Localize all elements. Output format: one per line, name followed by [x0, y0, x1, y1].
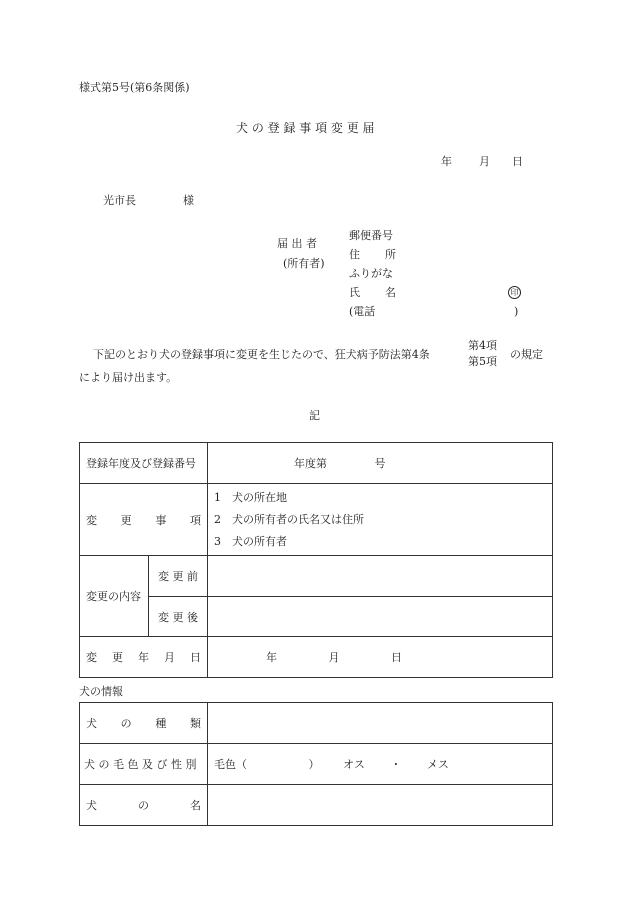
change-option-location[interactable]: 1 犬の所在地: [214, 490, 287, 504]
name-label: 氏: [349, 286, 360, 299]
reg-number-text: 号: [374, 457, 386, 470]
label-char: 名: [190, 799, 201, 812]
applicant-role: 届 出 者: [277, 237, 317, 250]
sex-option-female[interactable]: メス: [426, 758, 449, 771]
seal-icon: 印: [508, 286, 521, 299]
phone-label-open: (電話: [349, 305, 376, 318]
label-char: 事: [155, 513, 167, 527]
table-row: [80, 484, 553, 556]
dog-info-heading: 犬の情報: [79, 685, 123, 698]
label-char: 更: [120, 513, 132, 527]
change-option-owner[interactable]: 3 犬の所有者: [214, 534, 287, 548]
color-open-text: 毛色（: [214, 758, 247, 771]
label-char: 犬: [86, 717, 97, 730]
label-char: の: [120, 717, 132, 730]
label-char: 更: [112, 651, 123, 664]
after-change-label: 変 更 後: [149, 597, 208, 637]
label-char: 変: [86, 651, 97, 664]
seal-mark: [508, 286, 521, 299]
reg-year-text: 年度第: [294, 457, 327, 470]
label-char: 犬: [86, 799, 97, 812]
applicant-role-sub: (所有者): [283, 257, 325, 270]
law-clause-5: 第5項: [468, 355, 497, 368]
document-title: 犬 の 登 録 事 項 変 更 届: [236, 121, 375, 135]
dog-color-sex-label: 犬 の 毛 色 及 び 性 別: [80, 744, 208, 785]
table-row: [80, 785, 553, 826]
dog-breed-label: [80, 703, 208, 744]
change-items-label: [80, 484, 208, 556]
change-form-table: [79, 442, 553, 678]
label-char: の: [138, 799, 149, 812]
color-close-text: ）: [308, 758, 320, 771]
label-char: 変: [86, 513, 97, 527]
ki-mark: 記: [309, 409, 320, 422]
change-option-owner-name-address[interactable]: 2 犬の所有者の氏名又は住所: [214, 512, 364, 526]
table-row: [80, 443, 553, 484]
registration-number-label: 登録年度及び登録番号: [80, 443, 208, 484]
sex-separator: ・: [390, 758, 402, 771]
body-line2: により届け出ます。: [79, 371, 178, 384]
dog-info-table: [79, 702, 553, 826]
change-content-label: 変更の内容: [80, 556, 149, 637]
address-label-2: 所: [385, 248, 396, 261]
label-char: 項: [189, 513, 201, 527]
label-char: 月: [164, 651, 175, 664]
dog-color-sex-field[interactable]: [208, 744, 553, 785]
date-year-label: 年: [441, 155, 452, 168]
date-month-label: 月: [479, 155, 490, 168]
body-line1-suffix: の規定: [510, 348, 543, 361]
change-items-options[interactable]: [208, 484, 553, 556]
phone-label-close: ): [514, 305, 519, 318]
furigana-label: ふりがな: [349, 267, 393, 280]
label-char: 類: [189, 717, 201, 730]
dog-name-field[interactable]: [208, 785, 553, 826]
body-line1-prefix: 下記のとおり犬の登録事項に変更を生じたので、狂犬病予防法第4条: [93, 348, 430, 361]
label-char: 種: [155, 717, 167, 730]
form-number: 様式第5号(第6条関係): [79, 81, 190, 94]
sex-option-male[interactable]: オス: [343, 758, 365, 771]
label-char: 年: [138, 651, 149, 664]
change-date-label: [80, 637, 208, 678]
table-row: [80, 556, 553, 597]
after-change-field[interactable]: [208, 597, 553, 637]
address-label: 住: [349, 248, 360, 261]
dog-breed-field[interactable]: [208, 703, 553, 744]
label-char: 日: [190, 651, 201, 664]
table-row: [80, 597, 553, 637]
dog-name-label: [80, 785, 208, 826]
addressee-honorific: 様: [183, 194, 194, 207]
registration-number-field[interactable]: [208, 443, 553, 484]
before-change-field[interactable]: [208, 556, 553, 597]
table-row: [80, 744, 553, 785]
table-row: [80, 703, 553, 744]
postal-code-label: 郵便番号: [349, 229, 393, 242]
change-date-year: 年: [266, 651, 277, 664]
table-row: [80, 637, 553, 678]
law-clause-4: 第4項: [468, 339, 497, 352]
change-date-month: 月: [328, 651, 340, 664]
change-date-day: 日: [391, 651, 402, 664]
addressee-name: 光市長: [103, 194, 136, 207]
date-day-label: 日: [512, 155, 523, 168]
before-change-label: 変 更 前: [149, 556, 208, 597]
name-label-2: 名: [385, 286, 396, 299]
change-date-field[interactable]: [208, 637, 553, 678]
